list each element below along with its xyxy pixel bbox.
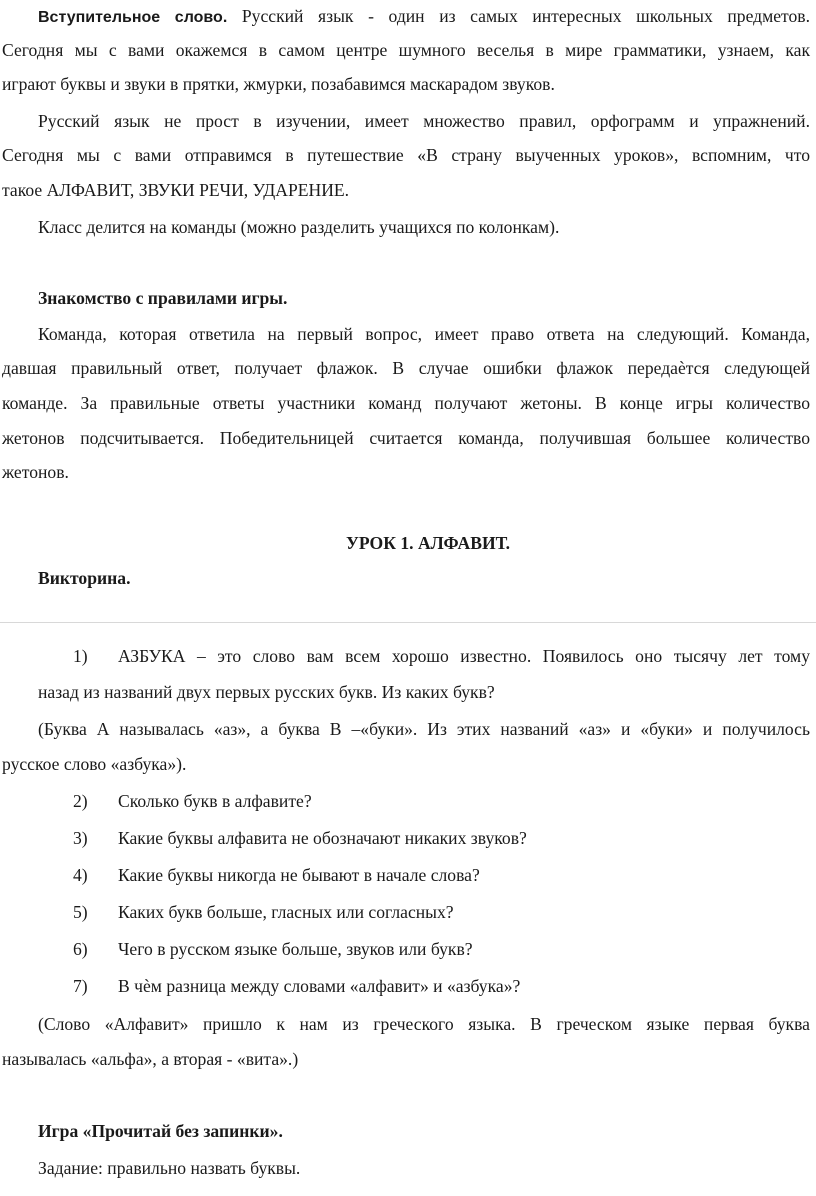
question-number: 6) bbox=[73, 939, 88, 959]
answer-7-line-2: называлась «альфа», а вторая - «вита».) bbox=[2, 1049, 299, 1069]
intro-line-2: Сегодня мы с вами окажемся в самом центре шумного веселья в мире грамматики, узнаем, как bbox=[2, 40, 810, 60]
question-item-2 bbox=[0, 789, 816, 813]
question-text: Какие буквы никогда не бывают в начале слова? bbox=[118, 865, 480, 885]
question-text: Чего в русском языке больше, звуков или букв? bbox=[118, 939, 473, 959]
rules-line-1: Команда, которая ответила на первый вопрос, имеет право ответа на следующий. Команда, bbox=[38, 324, 810, 344]
question-text: Сколько букв в алфавите? bbox=[118, 791, 312, 811]
intro-line-3: играют буквы и звуки в прятки, жмурки, позабавимся маскарадом звуков. bbox=[2, 74, 555, 94]
rules-line-3: команде. За правильные ответы участники команд получают жетоны. В конце игры количество bbox=[2, 393, 810, 413]
intro-heading: Вступительное слово. bbox=[38, 9, 228, 26]
question-item-5 bbox=[0, 900, 816, 924]
intro-p2-line-2: Сегодня мы с вами отправимся в путешествие «В страну выученных уроков», вспомним, что bbox=[2, 145, 810, 165]
game-heading: Игра «Прочитай без запинки». bbox=[38, 1121, 283, 1141]
question-text: Какие буквы алфавита не обозначают никаких звуков? bbox=[118, 828, 527, 848]
question-text: В чѐм разница между словами «алфавит» и «азбука»? bbox=[118, 976, 521, 996]
intro-p2-line-3: такое АЛФАВИТ, ЗВУКИ РЕЧИ, УДАРЕНИЕ. bbox=[2, 180, 350, 200]
question-number: 5) bbox=[73, 902, 88, 922]
question-number: 7) bbox=[73, 976, 88, 996]
question-number: 3) bbox=[73, 828, 88, 848]
rules-line-4: жетонов подсчитывается. Победительницей считается команда, получившая большее количество bbox=[2, 428, 810, 448]
answer-7-line-1: (Слово «Алфавит» пришло к нам из греческого языка. В греческом языке первая буква bbox=[38, 1014, 810, 1034]
question-text: АЗБУКА – это слово вам всем хорошо известно. Появилось оно тысячу лет тому bbox=[118, 646, 810, 666]
question-item-1 bbox=[0, 644, 816, 668]
question-item-4 bbox=[0, 863, 816, 887]
question-number: 4) bbox=[73, 865, 88, 885]
intro-p3: Класс делится на команды (можно разделить учащихся по колонкам). bbox=[38, 217, 560, 237]
lesson-title: УРОК 1. АЛФАВИТ. bbox=[345, 533, 511, 553]
page-divider bbox=[0, 622, 816, 623]
rules-line-2: давшая правильный ответ, получает флажок. В случае ошибки флажок передаѐтся следующей bbox=[2, 358, 810, 378]
intro-line-1: Вступительное слово. Русский язык - один из самых интересных школьных предметов. bbox=[38, 6, 810, 26]
question-item-7 bbox=[0, 974, 816, 998]
question-item-6 bbox=[0, 937, 816, 961]
rules-heading: Знакомство с правилами игры. bbox=[38, 288, 288, 308]
question-item-3 bbox=[0, 826, 816, 850]
question-text: Каких букв больше, гласных или согласных? bbox=[118, 902, 454, 922]
rules-line-5: жетонов. bbox=[2, 462, 69, 482]
quiz-heading: Викторина. bbox=[38, 568, 131, 588]
game-task: Задание: правильно назвать буквы. bbox=[38, 1158, 301, 1178]
question-number: 2) bbox=[73, 791, 88, 811]
question-number: 1) bbox=[73, 646, 88, 666]
intro-p2-line-1: Русский язык не прост в изучении, имеет множество правил, орфограмм и упражнений. bbox=[38, 111, 810, 131]
question-1-continuation: назад из названий двух первых русских букв. Из каких букв? bbox=[38, 682, 495, 702]
answer-1-line-2: русское слово «азбука»). bbox=[2, 754, 187, 774]
answer-1-line-1: (Буква А называлась «аз», а буква В –«буки». Из этих названий «аз» и «буки» и получилось bbox=[38, 719, 810, 739]
